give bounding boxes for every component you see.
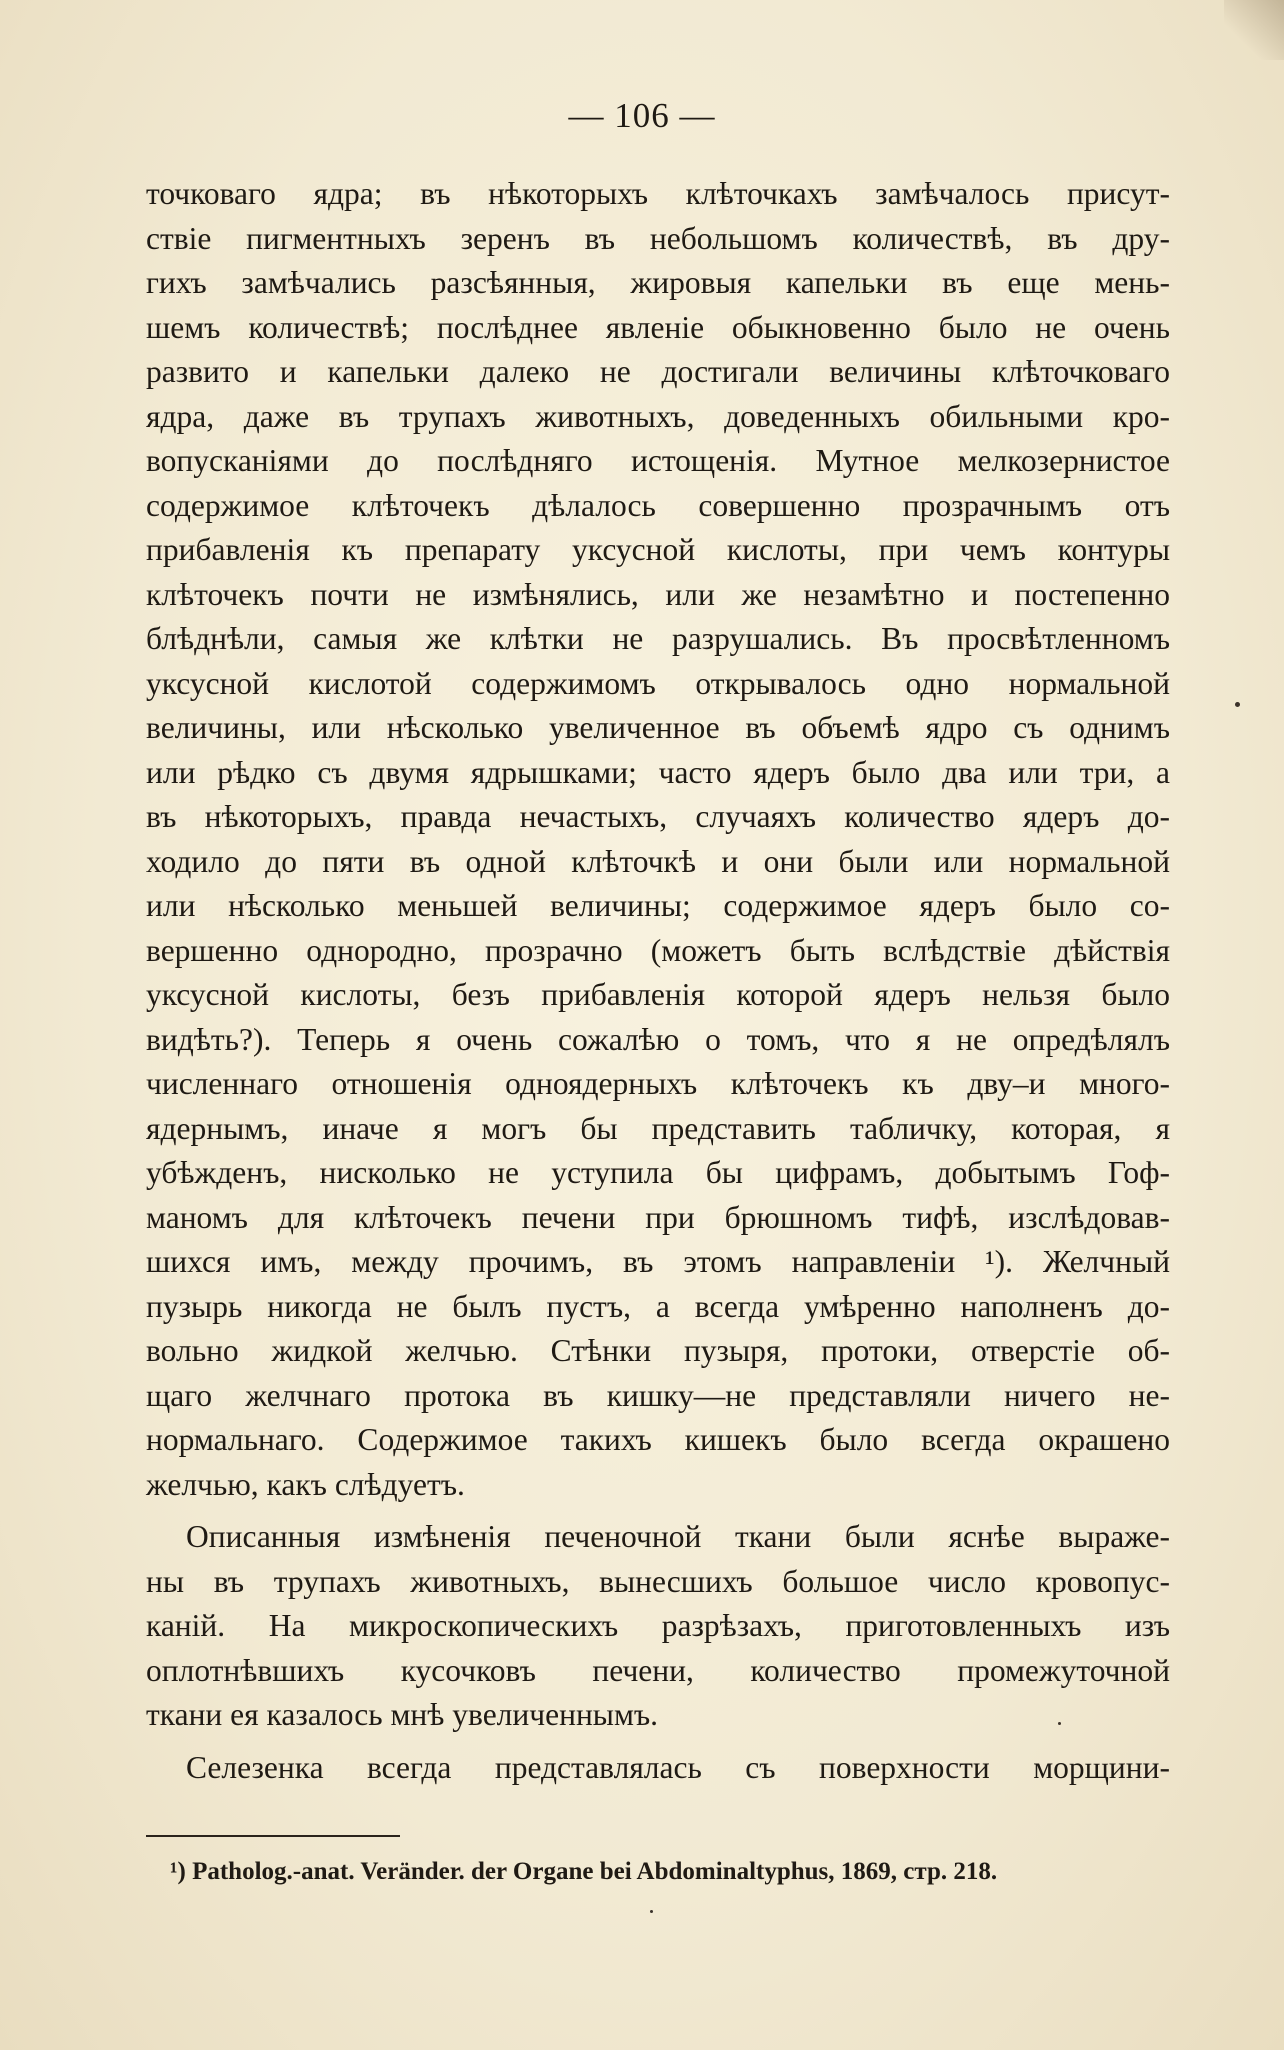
text-line: блѣднѣли, самыя же клѣтки не разрушались. Въ просвѣтленномъ [146,621,1170,656]
page-number: — 106 — [568,96,716,135]
text-line: въ нѣкоторыхъ, правда нечастыхъ, случаяхъ количество ядеръ до- [146,799,1170,834]
text-line: или рѣдко съ двумя ядрышками; часто ядеръ было два или три, а [146,754,1170,790]
text-line: прибавленія къ препарату уксусной кислоты, при чемъ контуры [146,532,1170,567]
text-line: щаго желчнаго протока въ кишку—не представляли ничего не- [146,1377,1170,1413]
text-line: численнаго отношенія одноядерныхъ клѣточекъ къ дву–и много- [146,1066,1170,1101]
paper-speck [1235,702,1240,707]
text-line: Селезенка всегда представлялась съ поверхности морщини- [186,1749,1170,1785]
text-line: Описанныя измѣненія печеночной ткани были яснѣе выраже- [186,1519,1170,1554]
text-line: вопусканіями до послѣдняго истощенія. Мутное мелкозернистое [146,443,1170,478]
text-line: уксусной кислоты, безъ прибавленія которой ядеръ нельзя было [146,977,1170,1012]
text-line: гихъ замѣчались разсѣянныя, жировыя капельки въ еще мень- [146,265,1170,300]
footnote-rule [146,1835,400,1837]
text-line: шемъ количествѣ; послѣднее явленіе обыкновенно было не очень [146,309,1170,345]
paragraph-gap [146,1738,1170,1746]
text-line: ядернымъ, иначе я могъ бы представить табличку, которая, я [146,1110,1170,1146]
text-line: каній. На микроскопическихъ разрѣзахъ, приготовленныхъ изъ [146,1608,1170,1643]
body-text [146,172,1170,1790]
text-line: ходило до пяти въ одной клѣточкѣ и они были или нормальной [146,843,1170,879]
text-line: вольно жидкой желчью. Стѣнки пузыря, протоки, отверстіе об- [146,1333,1170,1368]
text-line: видѣть?). Теперь я очень сожалѣю о томъ, что я не опредѣлялъ [146,1021,1170,1057]
text-line: убѣжденъ, нисколько не уступила бы цифрамъ, добытымъ Гоф- [146,1155,1170,1190]
text-line: шихся имъ, между прочимъ, въ этомъ направленіи ¹). Желчный [146,1244,1170,1279]
footnote: ¹) Patholog.-anat. Veränder. der Organe bei Abdominaltyphus, 1869, стр. 218. [170,1858,998,1885]
text-line: ны въ трупахъ животныхъ, вынесшихъ большое число кровопус- [146,1563,1170,1599]
text-line: желчью, какъ слѣдуетъ. [146,1466,465,1502]
paragraph-gap [146,1507,1170,1515]
text-line: развито и капельки далеко не достигали величины клѣточковаго [146,354,1170,389]
text-line: ядра, даже въ трупахъ животныхъ, доведенныхъ обильными кро- [146,398,1170,434]
text-line: уксусной кислотой содержимомъ открывалось одно нормальной [146,665,1170,701]
paper-speck [1058,1722,1061,1725]
paragraph-2 [146,1515,1170,1738]
text-line: пузырь никогда не былъ пустъ, а всегда умѣренно наполненъ до- [146,1288,1170,1324]
text-line: вершенно однородно, прозрачно (можетъ быть вслѣдствіе дѣйствія [146,932,1170,968]
text-line: оплотнѣвшихъ кусочковъ печени, количество промежуточной [146,1652,1170,1688]
text-line: ткани ея казалось мнѣ увеличеннымъ. [146,1697,659,1732]
text-line: содержимое клѣточекъ дѣлалось совершенно прозрачнымъ отъ [146,487,1170,523]
text-line: величины, или нѣсколько увеличенное въ объемѣ ядро съ однимъ [146,710,1170,745]
text-line: или нѣсколько меньшей величины; содержимое ядеръ было со- [146,888,1170,923]
text-line: маномъ для клѣточекъ печени при брюшномъ тифѣ, изслѣдовав- [146,1199,1170,1235]
paper-speck [650,1910,653,1913]
text-line: клѣточекъ почти не измѣнялись, или же незамѣтно и постепенно [146,576,1170,612]
text-line: нормальнаго. Содержимое такихъ кишекъ было всегда окрашено [146,1422,1170,1457]
page-corner-shadow [1224,0,1284,60]
text-line: ствіе пигментныхъ зеренъ въ небольшомъ количествѣ, въ дру- [146,220,1170,256]
text-line: точковаго ядра; въ нѣкоторыхъ клѣточкахъ замѣчалось присут- [146,176,1170,211]
paragraph-3 [146,1746,1170,1791]
paragraph-1 [146,172,1170,1507]
